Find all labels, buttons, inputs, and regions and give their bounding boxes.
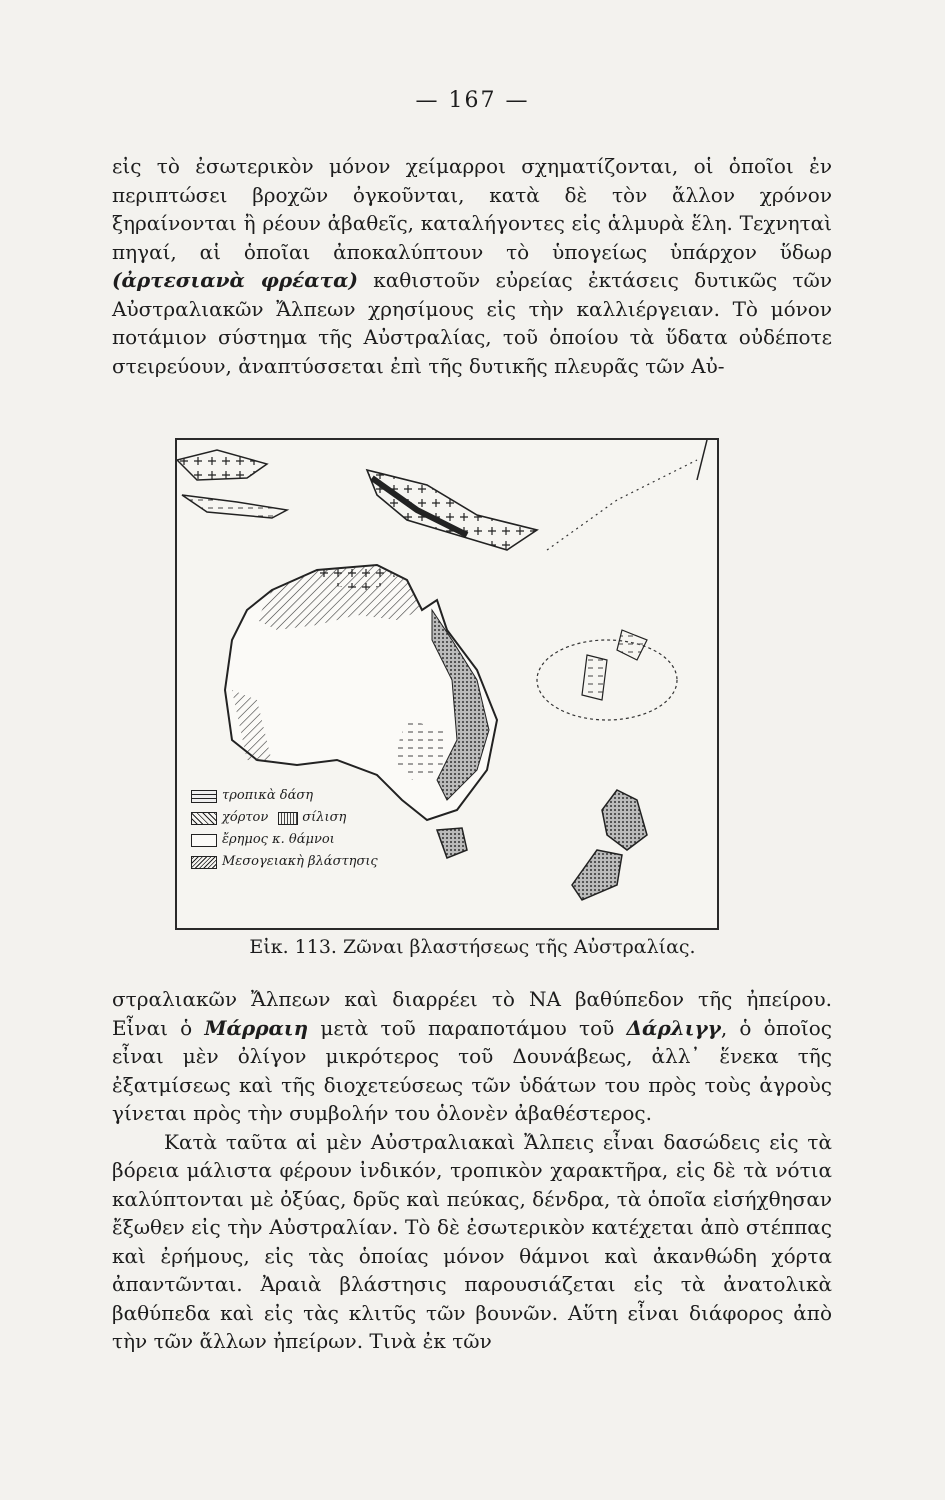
- legend-row-forest: [191, 785, 378, 807]
- paragraph-vegetation: Κατὰ ταῦτα αἱ μὲν Αὐστραλιακαὶ Ἄλπεις εἶναι δασώδεις εἰς τὰ βόρεια μάλιστα φέρουν ἰνδικόν, τροπικὸν χαρακτῆρα, εἰς δὲ τὰ νότια καλύπτονται μὲ ὀξύας, δρῦς καὶ πεύκας, δένδρα, τὰ ὁποῖα εἰσήχθησαν ἔξωθεν εἰς τὴν Αὐστραλίαν. Τὸ δὲ ἐσωτερικὸν κατέχεται ἀπὸ στέππας καὶ ἐρήμους, εἰς τὰς ὁποίας μόνον θάμνοι καὶ ἀκανθώδη χόρτα ἀπαντῶνται. Ἀραιὰ βλάστησις παρουσιάζεται εἰς τὰ ἀνατολικὰ βαθύπεδα καὶ εἰς τὰς κλιτῦς τῶν βουνῶν. Αὕτη εἶναι διάφορος ἀπὸ τὴν τῶν ἄλλων ἠπείρων. Τινὰ ἐκ τῶν: [112, 1129, 832, 1353]
- new-zealand-south: [572, 850, 622, 900]
- paragraph-artesian: [112, 152, 832, 380]
- text-part: εἰς τὸ ἐσωτερικὸν μόνον χείμαρροι σχηματίζονται, οἱ ὁποῖοι ἐν περιπτώσει βροχῶν ὀγκοῦνται, κατὰ δὲ τὸν ἄλλον χρόνον ξηραίνονται ἢ ρέουν ἀβαθεῖς, καταλήγοντες εἰς ἁλμυρὰ ἕλη. Τεχνηταὶ πηγαί, αἱ ὁποῖαι ἀποκαλύπτουν τὸ ὑπογείως ὑπάρχον ὕδωρ: [112, 154, 832, 264]
- tasmania: [437, 828, 467, 858]
- map-legend: [191, 785, 378, 873]
- legend-label-grass: χόρτον: [222, 810, 269, 825]
- new-zealand-north: [602, 790, 647, 850]
- legend-row-mediterranean: [191, 851, 378, 873]
- text-part: καθιστοῦν εὐρείας ἐκτάσεις δυτικῶς τῶν Αὐστραλιακῶν Ἄλπεων χρησίμους εἰς τὴν καλλιέργειαν. Τὸ μόνον ποτάμιον σύστημα τῆς Αὐστραλίας, τοῦ ὁποίου τὰ ὕδατα οὐδέποτε στειρεύουν, ἀναπτύσσεται ἐπὶ τῆς δυτικῆς πλευρᾶς τῶν Αὐ-: [112, 268, 832, 378]
- legend-row-grass: [191, 807, 378, 829]
- mediterranean-swatch-icon: [191, 856, 217, 869]
- figure-caption: Εἰκ. 113. Ζῶναι βλαστήσεως τῆς Αὐστραλίας.: [249, 936, 696, 958]
- island-north: [177, 450, 267, 480]
- pacific-island: [582, 655, 607, 700]
- bottom-text-block: [112, 985, 832, 1356]
- desert-swatch-icon: [191, 834, 217, 847]
- text-part: , ὁ ὁποῖος εἶναι μὲν ὀλίγον μικρότερος τοῦ Δουνάβεως, ἀλλ᾽ ἕνεκα τῆς ἐξατμίσεως καὶ τῆς διοχετεύσεως τῶν ὑδάτων του πρὸς τοὺς ἀγροὺς γίνεται πρὸς τὴν συμβολήν του ὁλονὲν ἀβαθέστερος.: [112, 1015, 832, 1125]
- paragraph-murray: [112, 985, 832, 1128]
- legend-label-forest: τροπικὰ δάση: [222, 788, 314, 803]
- forest-swatch-icon: [191, 790, 217, 803]
- river-name-darling: Δάρλιγγ: [626, 1015, 721, 1040]
- frame-line: [697, 440, 707, 480]
- pacific-island: [617, 630, 647, 660]
- legend-row-desert: [191, 829, 378, 851]
- small-swatch-icon: [278, 812, 298, 825]
- island-north: [182, 495, 287, 518]
- text-part: στραλιακῶν Ἄλπεων καὶ διαρρέει τὸ ΝΑ βαθύπεδον τῆς ἠπείρου. Εἶναι ὁ: [112, 987, 832, 1040]
- text-part: μετὰ τοῦ παραποτάμου τοῦ: [308, 1015, 627, 1040]
- legend-label-small: σίλιση: [302, 810, 347, 825]
- page-number: — 167 —: [415, 88, 530, 113]
- dotted-line: [547, 460, 697, 550]
- top-text-block: [112, 152, 832, 380]
- emphasis-artesian-wells: (ἀρτεσιανὰ φρέατα): [112, 268, 358, 292]
- legend-label-desert: ἔρημος κ. θάμνοι: [222, 832, 335, 847]
- vegetation-map-figure: [175, 438, 719, 930]
- new-guinea: [367, 470, 537, 550]
- pacific-islands-outline: [537, 640, 677, 720]
- legend-label-mediterranean: Μεσογειακὴ βλάστησις: [222, 854, 378, 869]
- river-name-murray: Μάρραιη: [204, 1015, 309, 1040]
- grass-swatch-icon: [191, 812, 217, 825]
